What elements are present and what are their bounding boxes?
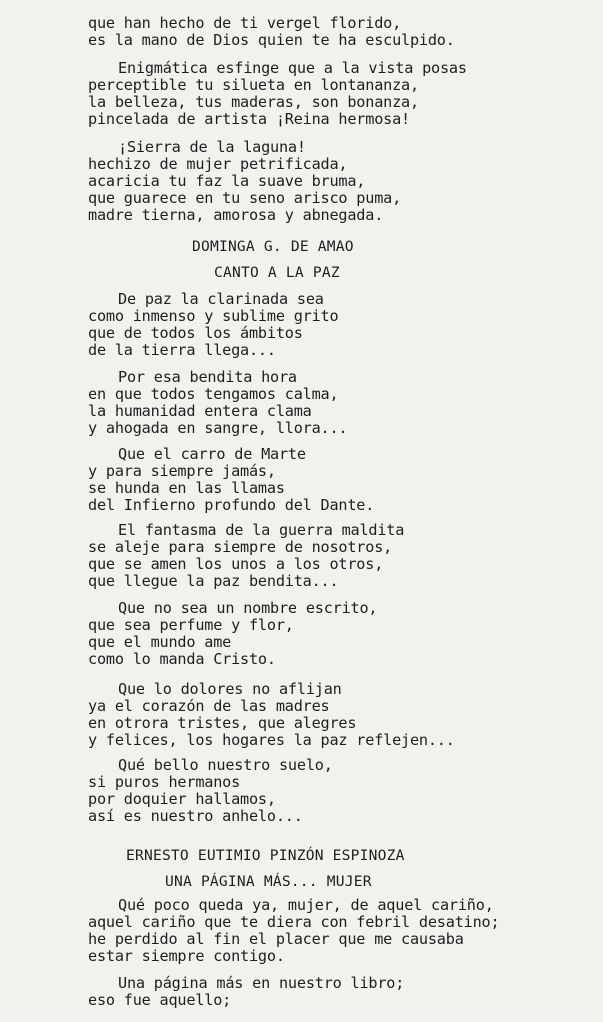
- poem1-line: es la mano de Dios quien te ha esculpido.: [88, 31, 455, 49]
- poem2-line: del Infierno profundo del Dante.: [88, 496, 375, 514]
- poem1-line: que han hecho de ti vergel florido,: [88, 14, 402, 32]
- poem2-line: y para siempre jamás,: [88, 462, 276, 480]
- poem2-line: en que todos tengamos calma,: [88, 385, 339, 403]
- poem1-line: perceptible tu silueta en lontananza,: [88, 76, 419, 94]
- poem1-line: que guarece en tu seno arisco puma,: [88, 189, 402, 207]
- poem3-line: eso fue aquello;: [88, 991, 232, 1009]
- poem1-line: ¡Sierra de la laguna!: [118, 138, 306, 156]
- poem1-line: Enigmática esfinge que a la vista posas: [118, 59, 467, 77]
- poem2-line: ya el corazón de las madres: [88, 697, 330, 715]
- poem2-line: y ahogada en sangre, llora...: [88, 419, 348, 437]
- poem2-line: Por esa bendita hora: [118, 368, 297, 386]
- poem2-line: de la tierra llega...: [88, 341, 276, 359]
- poem2-line: si puros hermanos: [88, 773, 241, 791]
- poem2-line: se hunda en las llamas: [88, 479, 285, 497]
- poem3-line: estar siempre contigo.: [88, 947, 285, 965]
- poem2-line: en otrora tristes, que alegres: [88, 714, 357, 732]
- poem2-line: Qué bello nuestro suelo,: [118, 756, 333, 774]
- poem2-line: que el mundo ame: [88, 633, 232, 651]
- poem3-title: UNA PÁGINA MÁS... MUJER: [165, 873, 372, 890]
- poem2-line: De paz la clarinada sea: [118, 290, 324, 308]
- poem2-line: por doquier hallamos,: [88, 790, 276, 808]
- poem1-line: acaricia tu faz la suave bruma,: [88, 172, 366, 190]
- poem2-line: como inmenso y sublime grito: [88, 307, 339, 325]
- poem2-line: que sea perfume y flor,: [88, 616, 294, 634]
- poem2-line: Que el carro de Marte: [118, 445, 306, 463]
- poem3-line: Qué poco queda ya, mujer, de aquel cariño,: [118, 896, 494, 914]
- poem2-title: CANTO A LA PAZ: [214, 264, 340, 281]
- poem3-author: ERNESTO EUTIMIO PINZÓN ESPINOZA: [126, 847, 405, 864]
- poem1-line: hechizo de mujer petrificada,: [88, 155, 348, 173]
- poem2-line: que llegue la paz bendita...: [88, 572, 339, 590]
- poem2-line: como lo manda Cristo.: [88, 650, 276, 668]
- poem2-line: Que no sea un nombre escrito,: [118, 599, 378, 617]
- poem2-author: DOMINGA G. DE AMAO: [192, 238, 354, 255]
- poem2-line: El fantasma de la guerra maldita: [118, 521, 405, 539]
- poem3-line: he perdido al fin el placer que me causaba: [88, 930, 464, 948]
- poem2-line: se aleje para siempre de nosotros,: [88, 538, 393, 556]
- poem3-line: aquel cariño que te diera con febril desatino;: [88, 913, 500, 931]
- poem2-line: la humanidad entera clama: [88, 402, 312, 420]
- poem3-line: Una página más en nuestro libro;: [118, 974, 405, 992]
- poem2-line: y felices, los hogares la paz reflejen...: [88, 731, 455, 749]
- poem1-line: madre tierna, amorosa y abnegada.: [88, 206, 384, 224]
- poem1-line: la belleza, tus maderas, son bonanza,: [88, 93, 419, 111]
- poem2-line: que se amen los unos a los otros,: [88, 555, 384, 573]
- poem2-line: Que lo dolores no aflijan: [118, 680, 342, 698]
- poem1-line: pincelada de artista ¡Reina hermosa!: [88, 110, 410, 128]
- poem2-line: así es nuestro anhelo...: [88, 807, 303, 825]
- poem2-line: que de todos los ámbitos: [88, 324, 303, 342]
